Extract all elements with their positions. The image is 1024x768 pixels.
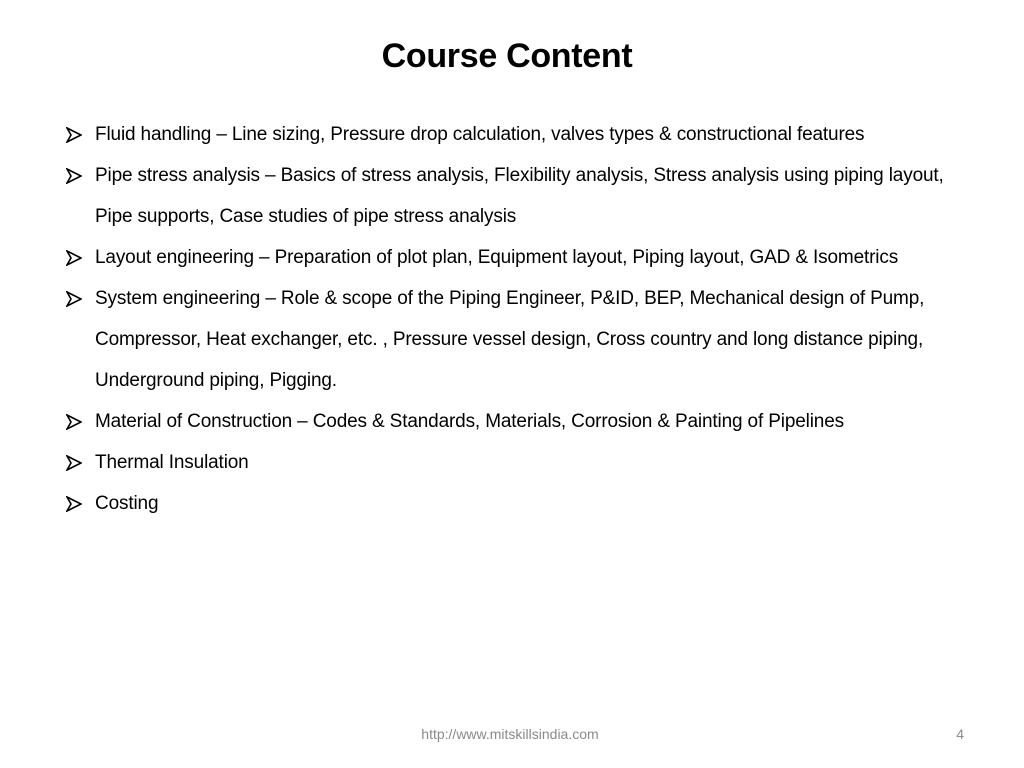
arrowhead-bullet-icon bbox=[66, 114, 86, 155]
bullet-text: Costing bbox=[95, 493, 159, 514]
slide-title: Course Content bbox=[381, 37, 633, 75]
bullet-text: Material of Construction – Codes & Standards, Materials, Corrosion & Painting of Pipelines bbox=[95, 411, 844, 432]
bullet-text: Thermal Insulation bbox=[95, 452, 249, 473]
bullet-item bbox=[66, 155, 966, 237]
bullet-text: Layout engineering – Preparation of plot plan, Equipment layout, Piping layout, GAD & Isometrics bbox=[95, 247, 899, 268]
arrowhead-bullet-icon bbox=[66, 237, 86, 278]
bullet-text: System engineering – Role & scope of the Piping Engineer, P&ID, BEP, Mechanical design of Pump, Compressor, Heat exchanger, etc. , Pressure vessel design, Cross country and long distance piping, Underground piping, Pigging. bbox=[95, 288, 925, 391]
bullet-list bbox=[66, 114, 966, 524]
arrowhead-bullet-icon bbox=[66, 442, 86, 483]
bullet-item bbox=[66, 401, 966, 442]
footer-url: http://www.mitskillsindia.com bbox=[421, 726, 599, 742]
arrowhead-bullet-icon bbox=[66, 278, 86, 319]
arrowhead-bullet-icon bbox=[66, 155, 86, 196]
arrowhead-bullet-icon bbox=[66, 401, 86, 442]
bullet-item bbox=[66, 442, 966, 483]
arrowhead-bullet-icon bbox=[66, 483, 86, 524]
bullet-text: Fluid handling – Line sizing, Pressure drop calculation, valves types & constructional features bbox=[95, 124, 865, 145]
page-number: 4 bbox=[956, 726, 964, 742]
bullet-item bbox=[66, 114, 966, 155]
bullet-text: Pipe stress analysis – Basics of stress analysis, Flexibility analysis, Stress analysis using piping layout, Pipe supports, Case studies of pipe stress analysis bbox=[95, 165, 944, 227]
bullet-item bbox=[66, 278, 966, 401]
bullet-item bbox=[66, 483, 966, 524]
bullet-item bbox=[66, 237, 966, 278]
